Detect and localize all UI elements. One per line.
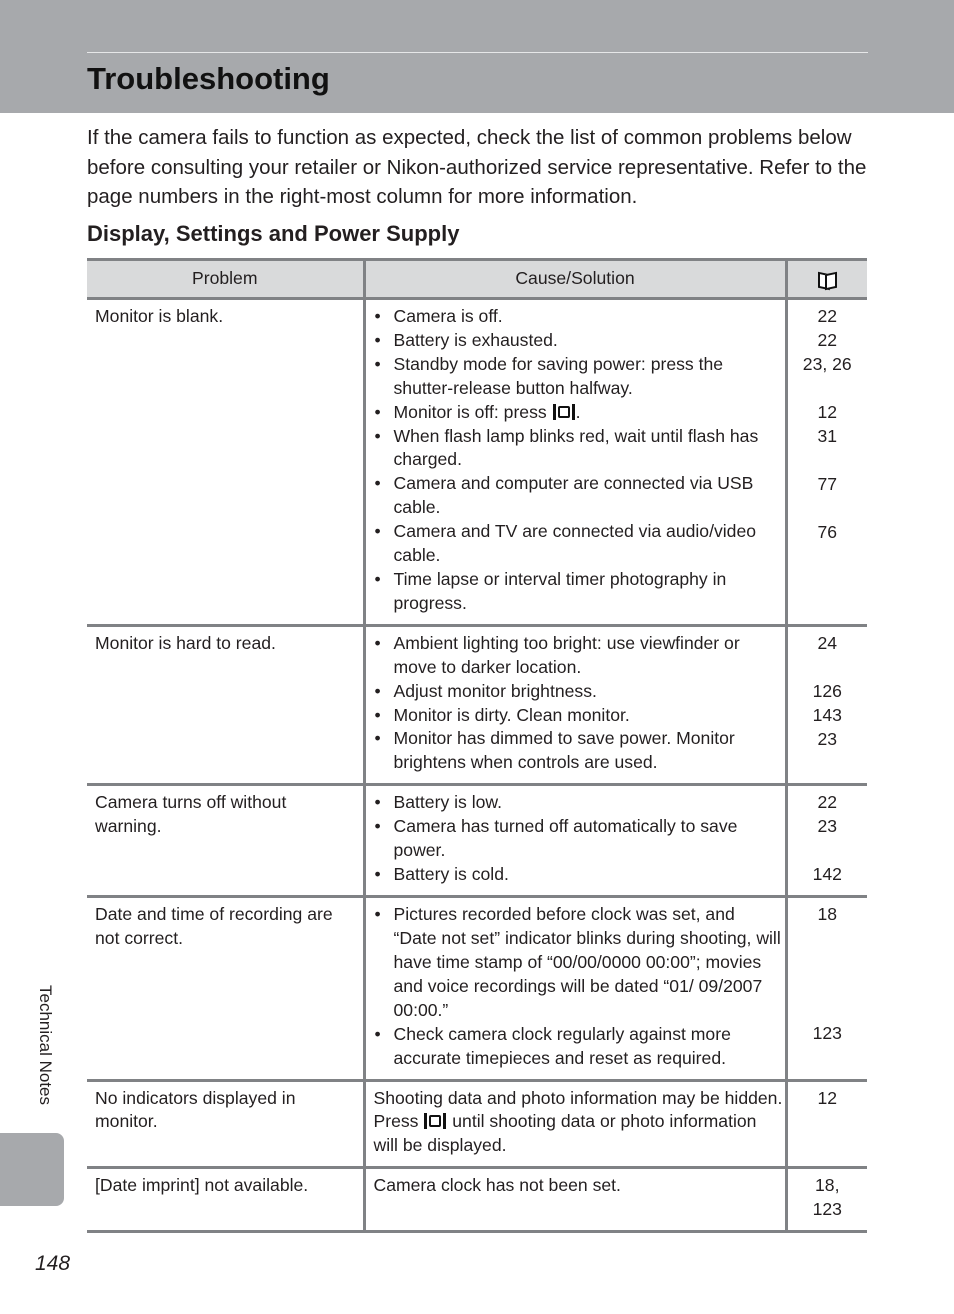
cause-item (372, 401, 783, 425)
cause-text: Monitor is off: press (393, 401, 552, 422)
pages-cell (786, 785, 867, 897)
page-ref: 123 (812, 1199, 842, 1220)
page-number: 148 (35, 1252, 71, 1275)
problem-cell: Monitor is blank. (87, 299, 364, 626)
cause-cell (364, 785, 786, 897)
side-tab (0, 1133, 64, 1206)
problem-cell: No indicators displayed in monitor. (87, 1080, 364, 1168)
pages-cell (786, 897, 867, 1080)
cause-text: . (575, 401, 581, 422)
page-ref: 12 (817, 1087, 838, 1108)
cause-item: • Battery is exhausted. (372, 329, 783, 353)
pages-cell (786, 299, 867, 626)
problem-cell: Date and time of recording are not correct. (87, 897, 364, 1080)
problem-cell: Monitor is hard to read. (87, 625, 364, 784)
troubleshooting-table (87, 258, 867, 1233)
book-icon (818, 271, 837, 288)
cause-item: • Battery is low. (372, 791, 783, 815)
page-ref: 143 (812, 704, 842, 725)
page-ref: 18 (817, 904, 838, 925)
monitor-icon (553, 404, 575, 420)
page-ref: 23 (817, 728, 838, 749)
header-cause-solution: Cause/Solution (364, 260, 786, 299)
page-ref: 23, 26 (802, 354, 852, 374)
cause-item: • Monitor is dirty. Clean monitor. (372, 704, 783, 728)
cause-item: • When flash lamp blinks red, wait until flash has charged. (372, 425, 783, 473)
cause-item: • Monitor has dimmed to save power. Monitor brightens when controls are used. (372, 727, 783, 775)
cause-item: • Check camera clock regularly against more accurate timepieces and reset as required. (372, 1023, 783, 1071)
page-ref: 126 (812, 680, 842, 701)
cause-item: • Ambient lighting too bright: use viewfinder or move to darker location. (372, 632, 783, 680)
section-title: Display, Settings and Power Supply (87, 221, 460, 246)
cause-item: • Standby mode for saving power: press the shutter-release button halfway. (372, 353, 783, 401)
header-problem: Problem (87, 260, 364, 299)
page-ref: 12 (817, 402, 838, 422)
solution-cell: Camera clock has not been set. (364, 1168, 786, 1232)
page-ref: 142 (812, 864, 842, 885)
problem-cell: Camera turns off without warning. (87, 785, 364, 897)
page-ref: 22 (817, 792, 838, 813)
page-ref: 22 (817, 306, 838, 326)
page-ref: 22 (817, 330, 838, 350)
page-ref: 23 (817, 816, 838, 837)
table-row (87, 299, 867, 626)
solution-text: Shooting data and photo information may be hidden. Press (373, 1087, 783, 1132)
cause-cell (364, 897, 786, 1080)
intro-paragraph: If the camera fails to function as expected, check the list of common problems below before consulting your retailer or Nikon-authorized service representative. Refer to the page numbers in the right-most column for more information. (87, 126, 867, 208)
side-tab-label: Technical Notes (36, 985, 55, 1106)
cause-cell (364, 625, 786, 784)
pages-cell (786, 1080, 867, 1168)
cause-item: • Pictures recorded before clock was set, and “Date not set” indicator blinks during shooting, will have time stamp of “00/00/0000 00:00”; movies and voice recordings will be dated “01/ 09/2007 00:00.” (372, 903, 783, 1023)
solution-cell (364, 1080, 786, 1168)
solution-text: until shooting data or photo information will be displayed. (373, 1111, 757, 1156)
cause-item: • Time lapse or interval timer photography in progress. (372, 568, 783, 616)
header-rule (87, 52, 868, 53)
table-row (87, 897, 867, 1080)
header-pages (786, 260, 867, 299)
table-row (87, 785, 867, 897)
table-row (87, 1080, 867, 1168)
cause-cell (364, 299, 786, 626)
page-title: Troubleshooting (87, 61, 330, 96)
table-row (87, 625, 867, 784)
cause-item: • Camera is off. (372, 305, 783, 329)
cause-item: • Camera and TV are connected via audio/video cable. (372, 520, 783, 568)
problem-cell: [Date imprint] not available. (87, 1168, 364, 1232)
cause-item: • Adjust monitor brightness. (372, 680, 783, 704)
cause-item: • Camera and computer are connected via USB cable. (372, 472, 783, 520)
page-ref: 77 (817, 474, 838, 494)
page-ref: 18, (815, 1175, 840, 1196)
page-ref: 76 (817, 522, 838, 542)
pages-cell (786, 1168, 867, 1232)
cause-item: • Camera has turned off automatically to save power. (372, 815, 783, 863)
pages-cell (786, 625, 867, 784)
page-ref: 24 (817, 632, 838, 653)
cause-item: • Battery is cold. (372, 863, 783, 887)
table-row (87, 1168, 867, 1232)
page-ref: 31 (817, 426, 838, 446)
monitor-icon (424, 1113, 446, 1129)
page-ref: 123 (812, 1023, 842, 1044)
table-header-row (87, 260, 867, 299)
